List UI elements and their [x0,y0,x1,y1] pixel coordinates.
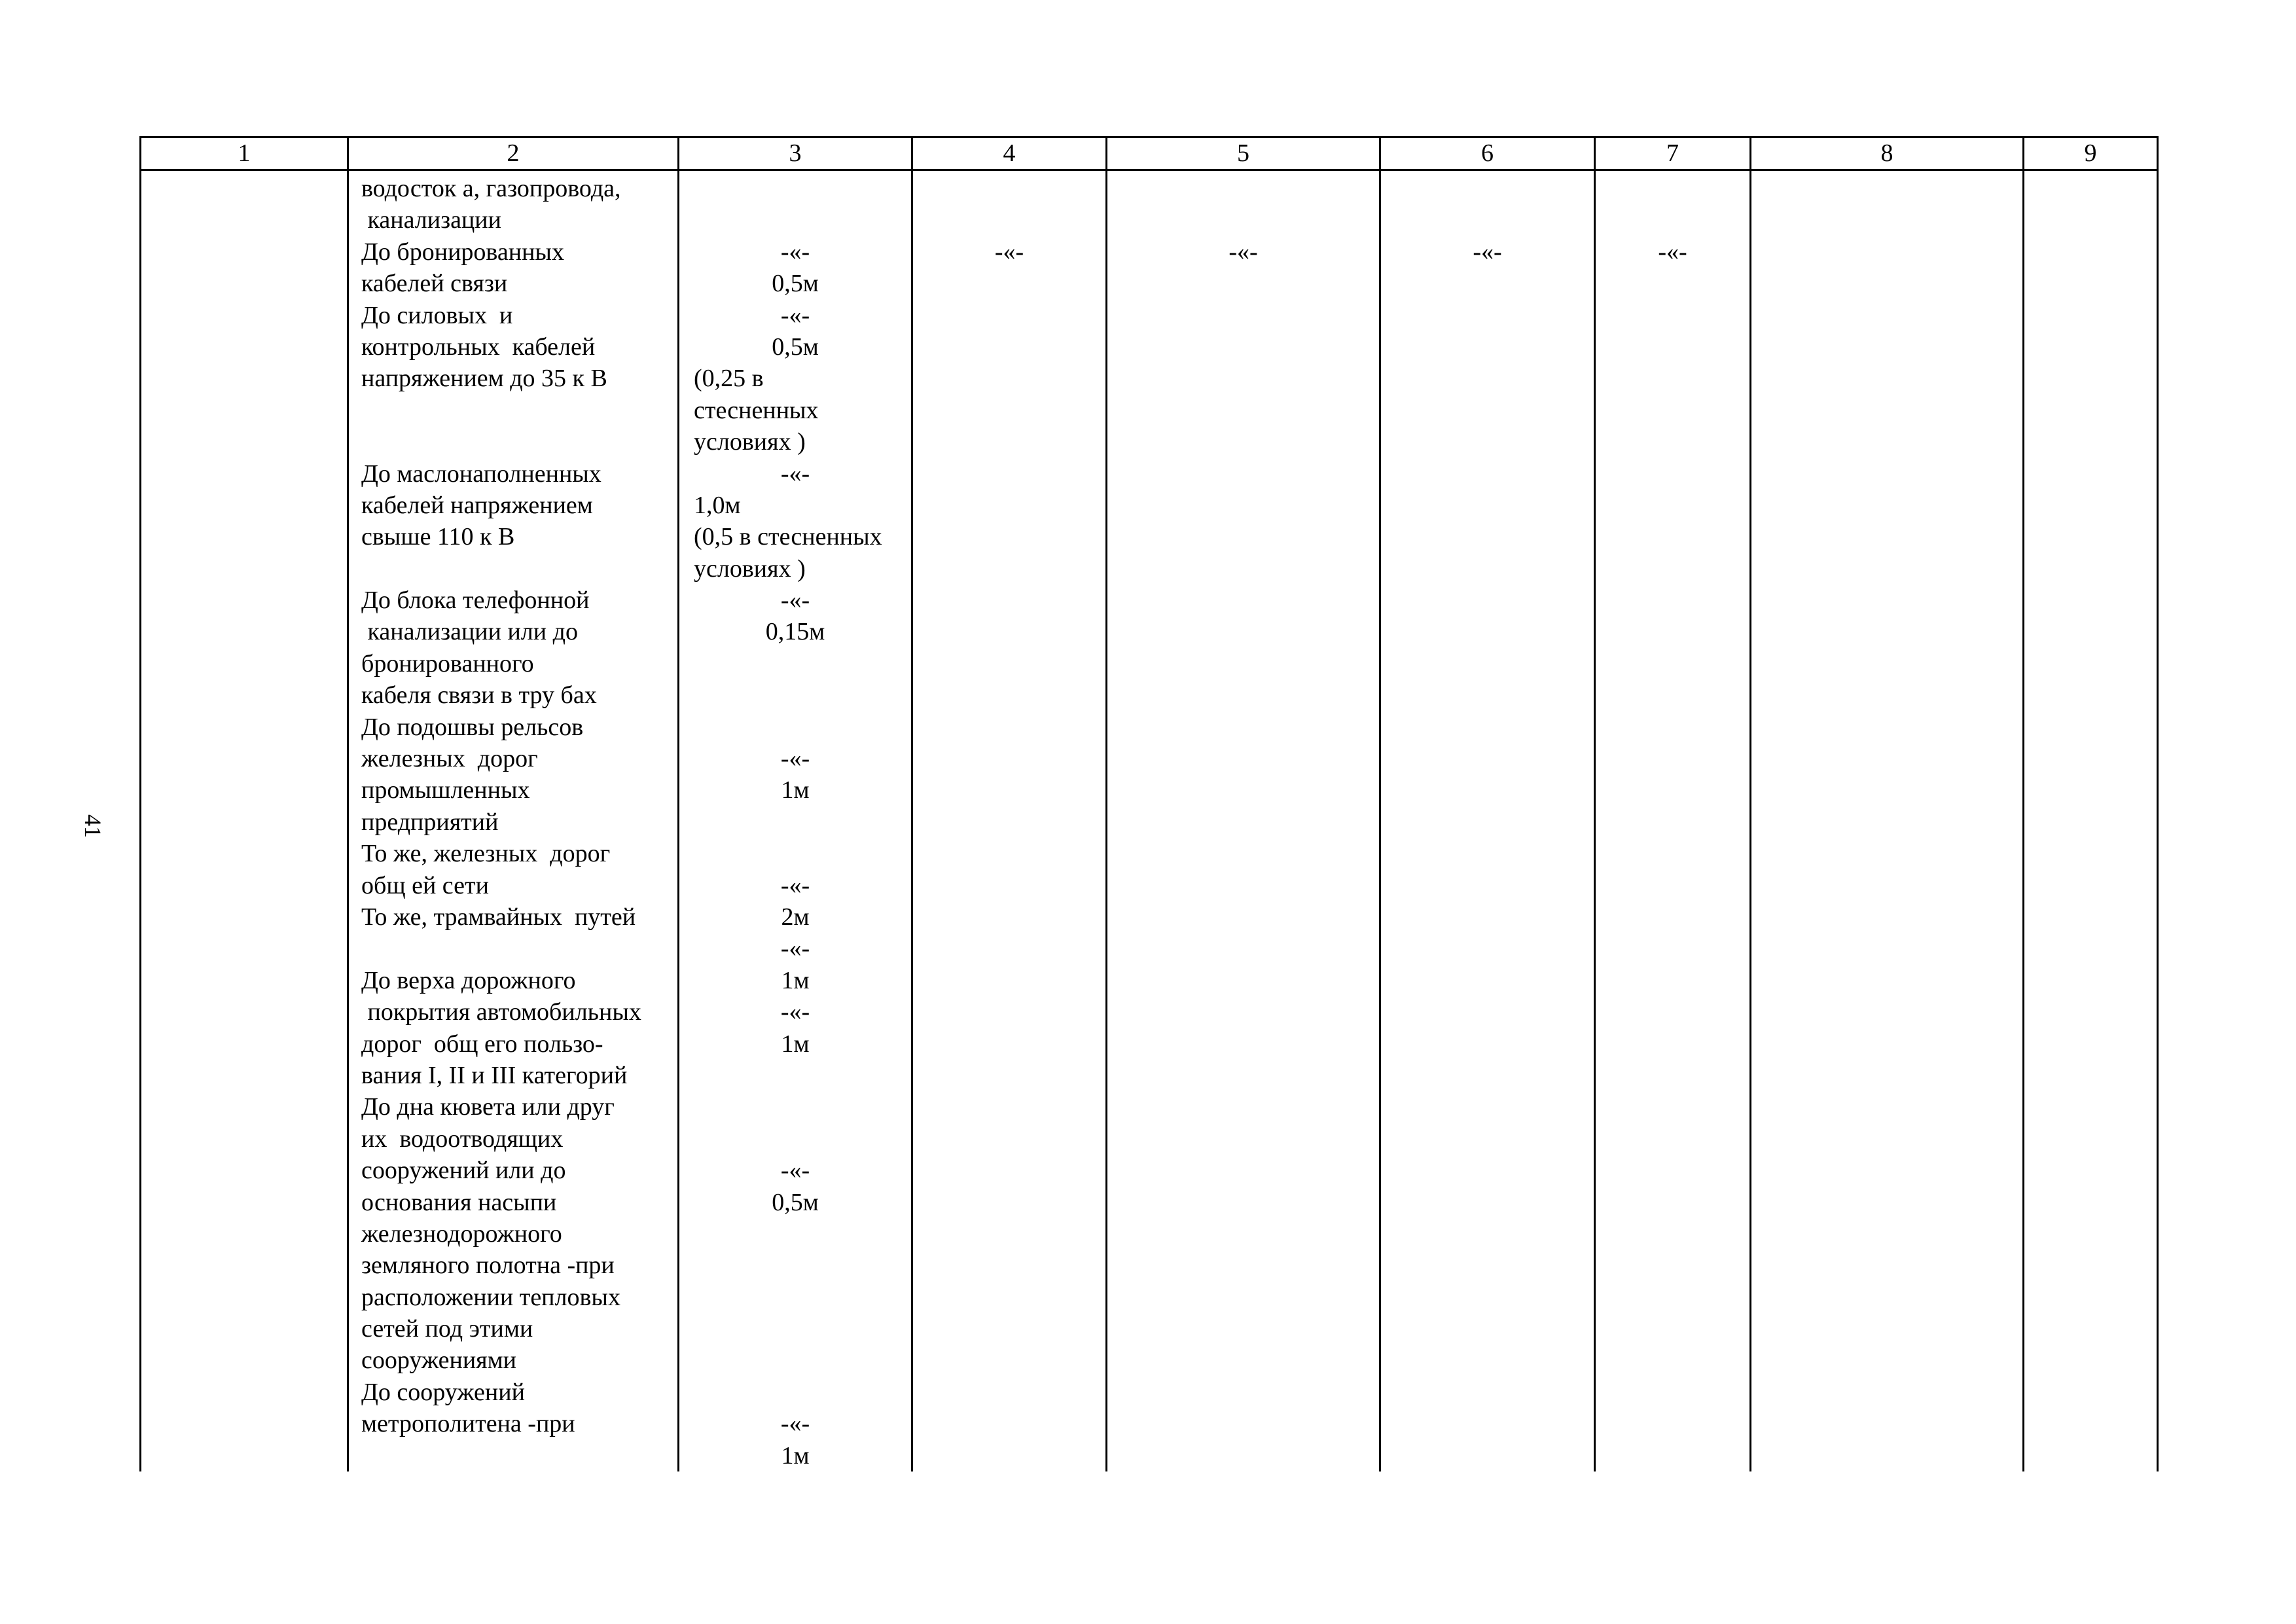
distance-line [679,173,911,204]
distance-line: 1,0м [694,491,741,519]
description-line: канализации [361,206,501,234]
distance-line [679,1282,911,1313]
description-line: предприятий [361,808,499,836]
distance-line [679,1123,911,1155]
cell-col-7 [1595,170,1751,1472]
col-header-5: 5 [1107,137,1380,170]
description-line: железнодорожного [361,1219,562,1248]
description-line: кабелей напряжением [361,491,593,519]
description-line: метрополитена -при [361,1410,575,1438]
distance-line: -«- [780,1157,810,1185]
cell-col-3-distances [679,170,912,1472]
description-line: До подошвы рельсов [361,713,584,741]
distance-line: 0,5м [772,1188,819,1216]
distance-line [679,204,911,236]
cell-col-6 [1380,170,1595,1472]
description-line: То же, железных дорог [361,840,611,868]
distance-line: 1м [781,966,810,994]
ditto-mark-col-7: -«- [1658,238,1687,266]
description-line: вания I, II и III категорий [361,1061,628,1089]
col-header-4: 4 [912,137,1107,170]
data-table [139,136,2159,1471]
description-line: дорог общ его пользо- [361,1030,603,1058]
description-line: сооружений или до [361,1157,566,1185]
distance-line [679,1060,911,1091]
description-line: До маслонаполненных [361,460,601,488]
description-line: промышленных [361,776,530,804]
description-line: До сооружений [361,1378,525,1406]
col-header-7: 7 [1595,137,1751,170]
description-line: напряжением до 35 к В [361,365,607,393]
distance-line [679,1218,911,1250]
col-header-8: 8 [1751,137,2024,170]
distance-line [679,838,911,869]
col-header-1: 1 [141,137,348,170]
description-line: общ ей сети [361,871,489,899]
distance-line: 1м [781,1441,810,1470]
description-line: кабеля связи в тру бах [361,681,597,710]
page-number: 41 [80,814,106,838]
distance-line: (0,25 в [694,365,764,393]
description-line: железных дорог [361,745,538,773]
description-line: земляного полотна -при [361,1252,615,1280]
description-line: расположении тепловых [361,1283,620,1311]
distance-line: 1м [781,1030,810,1058]
distance-line [679,648,911,679]
cell-col-5 [1107,170,1380,1472]
distance-line: 2м [781,903,810,931]
description-line: контрольных кабелей [361,333,596,361]
cell-col-2-descriptions [348,170,679,1472]
col-header-6: 6 [1380,137,1595,170]
distance-line: 0,15м [765,618,825,646]
description-line: их водоотводящих [361,1125,564,1153]
distance-line [679,1250,911,1281]
description-line: До блока телефонной [361,586,590,615]
ditto-mark-col-4: -«- [994,238,1024,266]
distance-line: -«- [780,1410,810,1438]
description-line: канализации или до [361,618,578,646]
distance-line: -«- [780,871,810,899]
col-header-9: 9 [2024,137,2158,170]
description-line: сетей под этими [361,1315,533,1343]
col-header-2: 2 [348,137,679,170]
distance-line: -«- [780,460,810,488]
cell-col-9 [2024,170,2158,1472]
distance-line: -«- [780,238,810,266]
distance-line: условиях ) [694,554,806,583]
distance-line [679,806,911,838]
distance-line: (0,5 в стесненных [694,523,882,551]
distance-line [679,1091,911,1123]
description-line [349,933,677,964]
distance-line: 1м [781,776,810,804]
distance-line [679,679,911,711]
distance-line: стесненных [694,396,819,424]
distance-line: 0,5м [772,270,819,298]
distance-line: -«- [780,586,810,615]
table-frame [139,136,2157,1470]
description-line: основания насыпи [361,1188,557,1216]
cell-col-4 [912,170,1107,1472]
column-number-row [141,137,2158,170]
col-header-3: 3 [679,137,912,170]
description-line: свыше 110 к В [361,523,515,551]
description-line [349,395,677,426]
description-line: кабелей связи [361,270,508,298]
ditto-mark-col-6: -«- [1473,238,1502,266]
distance-line [679,712,911,743]
description-line: До дна кювета или друг [361,1093,615,1121]
description-line: До бронированных [361,238,564,266]
description-line: бронированного [361,649,534,677]
cell-col-1 [141,170,348,1472]
description-line [349,426,677,458]
description-line: До силовых и [361,301,513,329]
distance-line: -«- [780,998,810,1026]
description-line: сооружениями [361,1346,517,1375]
distance-line: -«- [780,745,810,773]
cell-col-8 [1751,170,2024,1472]
distance-line: -«- [780,301,810,329]
distance-line [679,1344,911,1376]
description-line: водосток а, газопровода, [361,175,621,202]
distance-line [679,1377,911,1408]
distance-line [679,1313,911,1344]
distance-line: 0,5м [772,333,819,361]
table-body-row [141,170,2158,1472]
distance-line: условиях ) [694,428,806,456]
description-line: покрытия автомобильных [361,998,641,1026]
description-line [349,553,677,585]
ditto-mark-col-5: -«- [1229,238,1258,266]
description-line: До верха дорожного [361,966,576,994]
description-line: То же, трамвайных путей [361,903,636,931]
distance-line: -«- [780,935,810,963]
